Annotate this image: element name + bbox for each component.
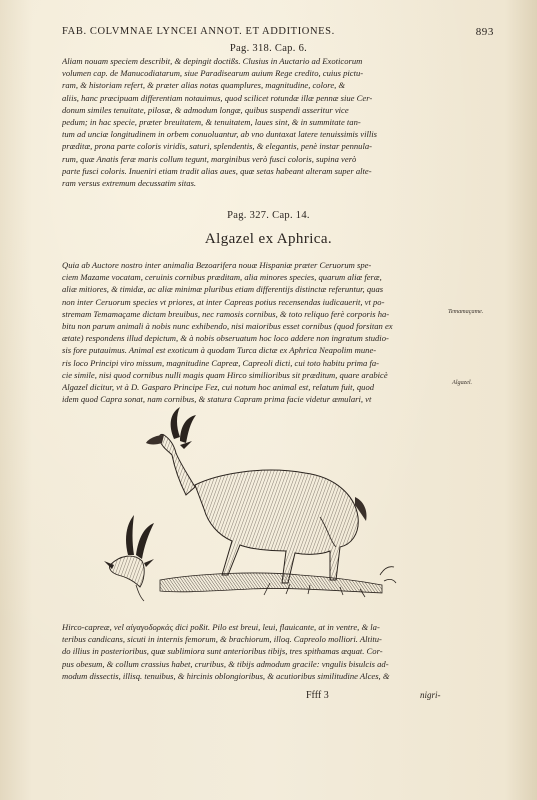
section1-caption: Pag. 318. Cap. 6. [229,43,308,54]
running-header [62,26,494,38]
margin-note-temamacame: Temamaçame. [448,308,484,315]
text-line: Algazel dicitur, vt à D. Gasparo Principe Fez, cui notum hoc animal est, relatum fuit, quod [62,382,375,393]
text-line: modum dissectis, illisq. tenuibus, & hircinis oblongioribus, & acutioribus similitudine Alces, & [62,670,390,681]
text-line: idem quod Capra sonat, nam cornibus, & statura Capram prima facie videtur æmulari, vt [62,394,372,405]
section2-caption: Pag. 327. Cap. 14. [227,210,310,221]
standing-antelope [146,407,367,583]
text-line: do illius in posterioribus, quæ sublimiora sunt anterioribus tibijs, tres spithamas æquat. Cor- [62,646,383,657]
text-line: ram versus extremum decussatim sitas. [62,178,197,189]
catchword: nigri- [420,690,441,700]
signature-mark: Ffff 3 [306,690,329,701]
text-line: ram, & historiam refert, & præter alias notas quamplures, magnitudine, colore, & [62,80,346,91]
text-line: cie simile, nisi quod cornibus nulli magis quam Hirco similioribus sit præditum, quare arabicè [62,369,388,380]
text-line: tum ad unciæ longitudinem in orbem conuoluantur, ab vno duntaxat latere tenuissimis villis [62,129,378,140]
section1-text [62,55,447,189]
text-line: Hirco-capreæ, vel αἰγαγοδορκάς dici poßit. Pilo est breui, leui, flauicante, at in ventre, & la- [62,622,380,632]
running-title: FAB. COLVMNAE LYNCEI ANNOT. ET ADDITIONES. [62,26,335,37]
section3-text [62,621,447,682]
text-line: parte fusci coloris. Inueniri etiam tradit alias aues, quæ setas habeant alteram super alte- [62,165,372,176]
text-line: pedum; in hac specie, præter breuitatem, & tenuitatem, laues sint, & in summitate tan- [62,117,361,128]
woodcut-illustration [100,405,400,620]
text-line: ciem Mazame vocatam, ceruinis cornibus præditam, alia minores species, quarum aliæ feræ, [62,272,382,283]
text-line: aliis, hanc præcipuam differentiam notauimus, quod scilicet rotundæ illæ pennæ siue Cer- [62,92,373,103]
margin-note-algazel: Algazel. [452,379,473,386]
text-line: rum, quæ Anatis feræ maris collum tegunt, marginibus verò fusci coloris, supina verò [62,153,357,164]
page-number: 893 [475,26,494,38]
section2-title: Algazel ex Aphrica. [204,231,333,247]
text-line: volumen cap. de Manucodiatarum, siue Paradisearum auium Rege credito, cuius pictu- [62,68,364,79]
ground [160,567,396,597]
text-line: sis fore putauimus. Animal est exoticum à quodam Turca dictæ ex Aphrica Neapolim mune- [62,345,377,356]
text-line: donum similes tenuitate, pilosæ, & admodum longæ, quibus suspendi asseritur vice [62,104,349,115]
text-line: ris loco Principi viro missum, magnitudine Capreæ, Capreoli dicti, cui toto habitu prima fa- [62,357,380,368]
text-line: stremam Temamaçame dictam breuibus, nec ramosis cornibus, & toto reliquo ferè corporis ha- [62,308,390,319]
text-line: bitu non parum animali à nobis nunc exhibendo, nisi maioribus esset cornibus (quod forsitan ex [62,321,393,332]
text-line: ætate) respondens illud depictum, & à nobis obseruatum hoc loco addere non ingratum studio- [62,333,389,344]
antelope-head-detail [104,515,154,601]
text-line: præditæ, prona parte coloris viridis, saturi, splendentis, & elegantis, penè instar pennula- [62,141,373,152]
text-line: teribus candicans, sicuti in internis femorum, & brachiorum, illoq. Capreolo molliori. Altitu- [62,634,382,645]
text-line: Quia ab Auctore nostro inter animalia Bezoarifera nouæ Hispaniæ præter Ceruorum spe- [62,260,372,270]
text-line: pus obesum, & collum crassius habet, cruribus, & tibijs admodum gracile: vngulis bisulcis ad- [62,658,389,669]
text-line: Aliam nouam speciem describit, & depingit doctißs. Clusius in Auctario ad Exoticorum [62,56,363,66]
text-line: aliæ mitiores, & timidæ, ac aliæ minimæ pluribus etiam differentijs distinctæ referuntur, quas [62,284,384,295]
section2-text [62,259,447,405]
text-line: non inter Ceruorum species vt priores, at inter Capreas potius recensendas iudicauerit, vt po- [62,296,385,307]
